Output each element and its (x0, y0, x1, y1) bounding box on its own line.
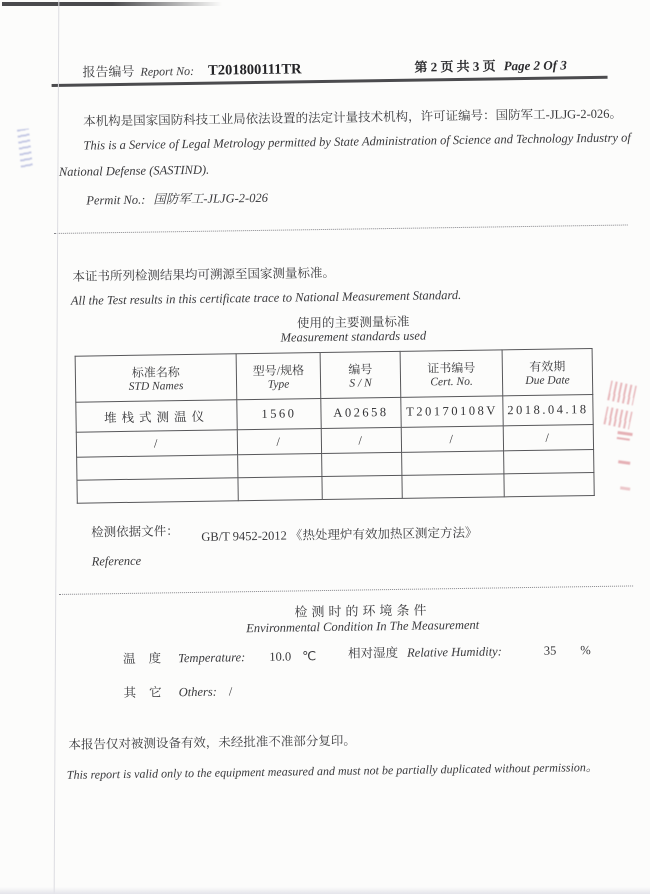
table-cell: A02658 (321, 397, 401, 428)
others-value: / (228, 684, 233, 699)
table-cell: / (321, 427, 401, 453)
bottom-edge-shadow (0, 887, 650, 894)
table-cell (402, 451, 504, 476)
reference-label-zh: 检测依据文件： (91, 524, 179, 540)
red-stamp-artifact (620, 486, 631, 493)
table-header-cert-no: 证书编号 Cert. No. (400, 350, 503, 398)
page-indicator-en: Page 2 Of 3 (503, 57, 567, 74)
others-label-en: Others: (178, 684, 217, 700)
others-label-zh: 其它 (123, 685, 175, 701)
table-cell (238, 454, 322, 478)
standards-title-zh: 使用的主要测量标准 (296, 314, 410, 331)
reference-value: GB/T 9452-2012 《热处理炉有效加热区测定方法》 (201, 525, 478, 544)
reference-label-en: Reference (91, 553, 142, 569)
temperature-unit: ℃ (302, 649, 317, 664)
humidity-label-en: Relative Humidity: (406, 644, 502, 660)
standards-table (75, 348, 595, 504)
table-cell (77, 478, 238, 503)
table-cell: / (401, 426, 503, 453)
env-title-zh: 检测时的环境条件 (294, 602, 431, 620)
humidity-label-zh: 相对湿度 (347, 645, 399, 661)
temperature-line (123, 646, 316, 668)
table-header-std-names: 标准名称 STD Names (75, 354, 237, 402)
table-cell: 2018.04.18 (503, 395, 593, 426)
table-cell (504, 473, 594, 497)
table-cell: / (503, 425, 593, 451)
report-no-label-zh: 报告编号 (82, 63, 135, 80)
intro-paragraph-en-line1: This is a Service of Legal Metrology permitted by State Administration of Science and Technology Industry of (83, 130, 631, 153)
report-no-line (82, 58, 301, 81)
footer-statement-zh: 本报告仅对被测设备有效，未经批准不准部分复印。 (68, 733, 356, 752)
table-header-sn: 编号 S / N (320, 351, 401, 398)
intro-paragraph-en-line2: National Defense (SASTIND). (58, 162, 210, 179)
table-header-due-date: 有效期 Due Date (502, 349, 593, 396)
permit-no-label: Permit No.: (86, 192, 146, 208)
scan-edge-artifact (2, 2, 222, 6)
humidity-value: 35 (543, 643, 557, 658)
table-cell (402, 474, 504, 499)
trace-statement-en: All the Test results in this certificate trace to National Measurement Standard. (70, 287, 462, 308)
temperature-label-en: Temperature: (178, 650, 246, 666)
table-cell: 1560 (237, 399, 321, 430)
footer-statement-en: This report is valid only to the equipment measured and must not be partially duplicated without permission。 (66, 759, 598, 782)
page-indicator-zh: 第 2 页 共 3 页 (414, 58, 496, 75)
trace-statement-zh: 本证书所列检测结果均可溯源至国家测量标准。 (72, 265, 336, 284)
temperature-value: 10.0 (269, 649, 292, 664)
report-no-label-en: Report No: (140, 63, 195, 79)
table-cell: T20170108V (401, 396, 503, 428)
standards-title-en: Measurement standards used (280, 328, 427, 345)
temperature-label-zh: 温度 (123, 651, 175, 667)
permit-no-line (86, 188, 268, 210)
red-stamp-artifact (616, 431, 632, 444)
table-cell (322, 475, 402, 499)
table-cell: 堆栈式测温仪 (76, 400, 237, 432)
others-line (123, 681, 232, 702)
page-indicator (414, 54, 567, 76)
table-cell (77, 455, 238, 480)
humidity-unit: % (580, 643, 591, 658)
separator-dotted-bottom (59, 585, 633, 595)
humidity-line (348, 640, 591, 663)
separator-dotted-top (54, 224, 628, 234)
table-cell (322, 452, 402, 476)
report-no-value: T201800111TR (207, 61, 302, 79)
table-header-type: 型号/规格 Type (236, 353, 321, 400)
permit-no-value: 国防军工-JLJG-2-026 (153, 190, 269, 207)
table-cell: / (237, 429, 321, 455)
table-cell: / (76, 430, 237, 457)
table-header-row (75, 349, 593, 403)
env-title-en: Environmental Condition In The Measurement (246, 617, 480, 636)
intro-paragraph-zh: 本机构是国家国防科技工业局依法设置的法定计量技术机构，许可证编号：国防军工-JLJG-2-026。 (83, 106, 623, 129)
table-cell (504, 450, 594, 474)
table-cell (238, 477, 322, 501)
